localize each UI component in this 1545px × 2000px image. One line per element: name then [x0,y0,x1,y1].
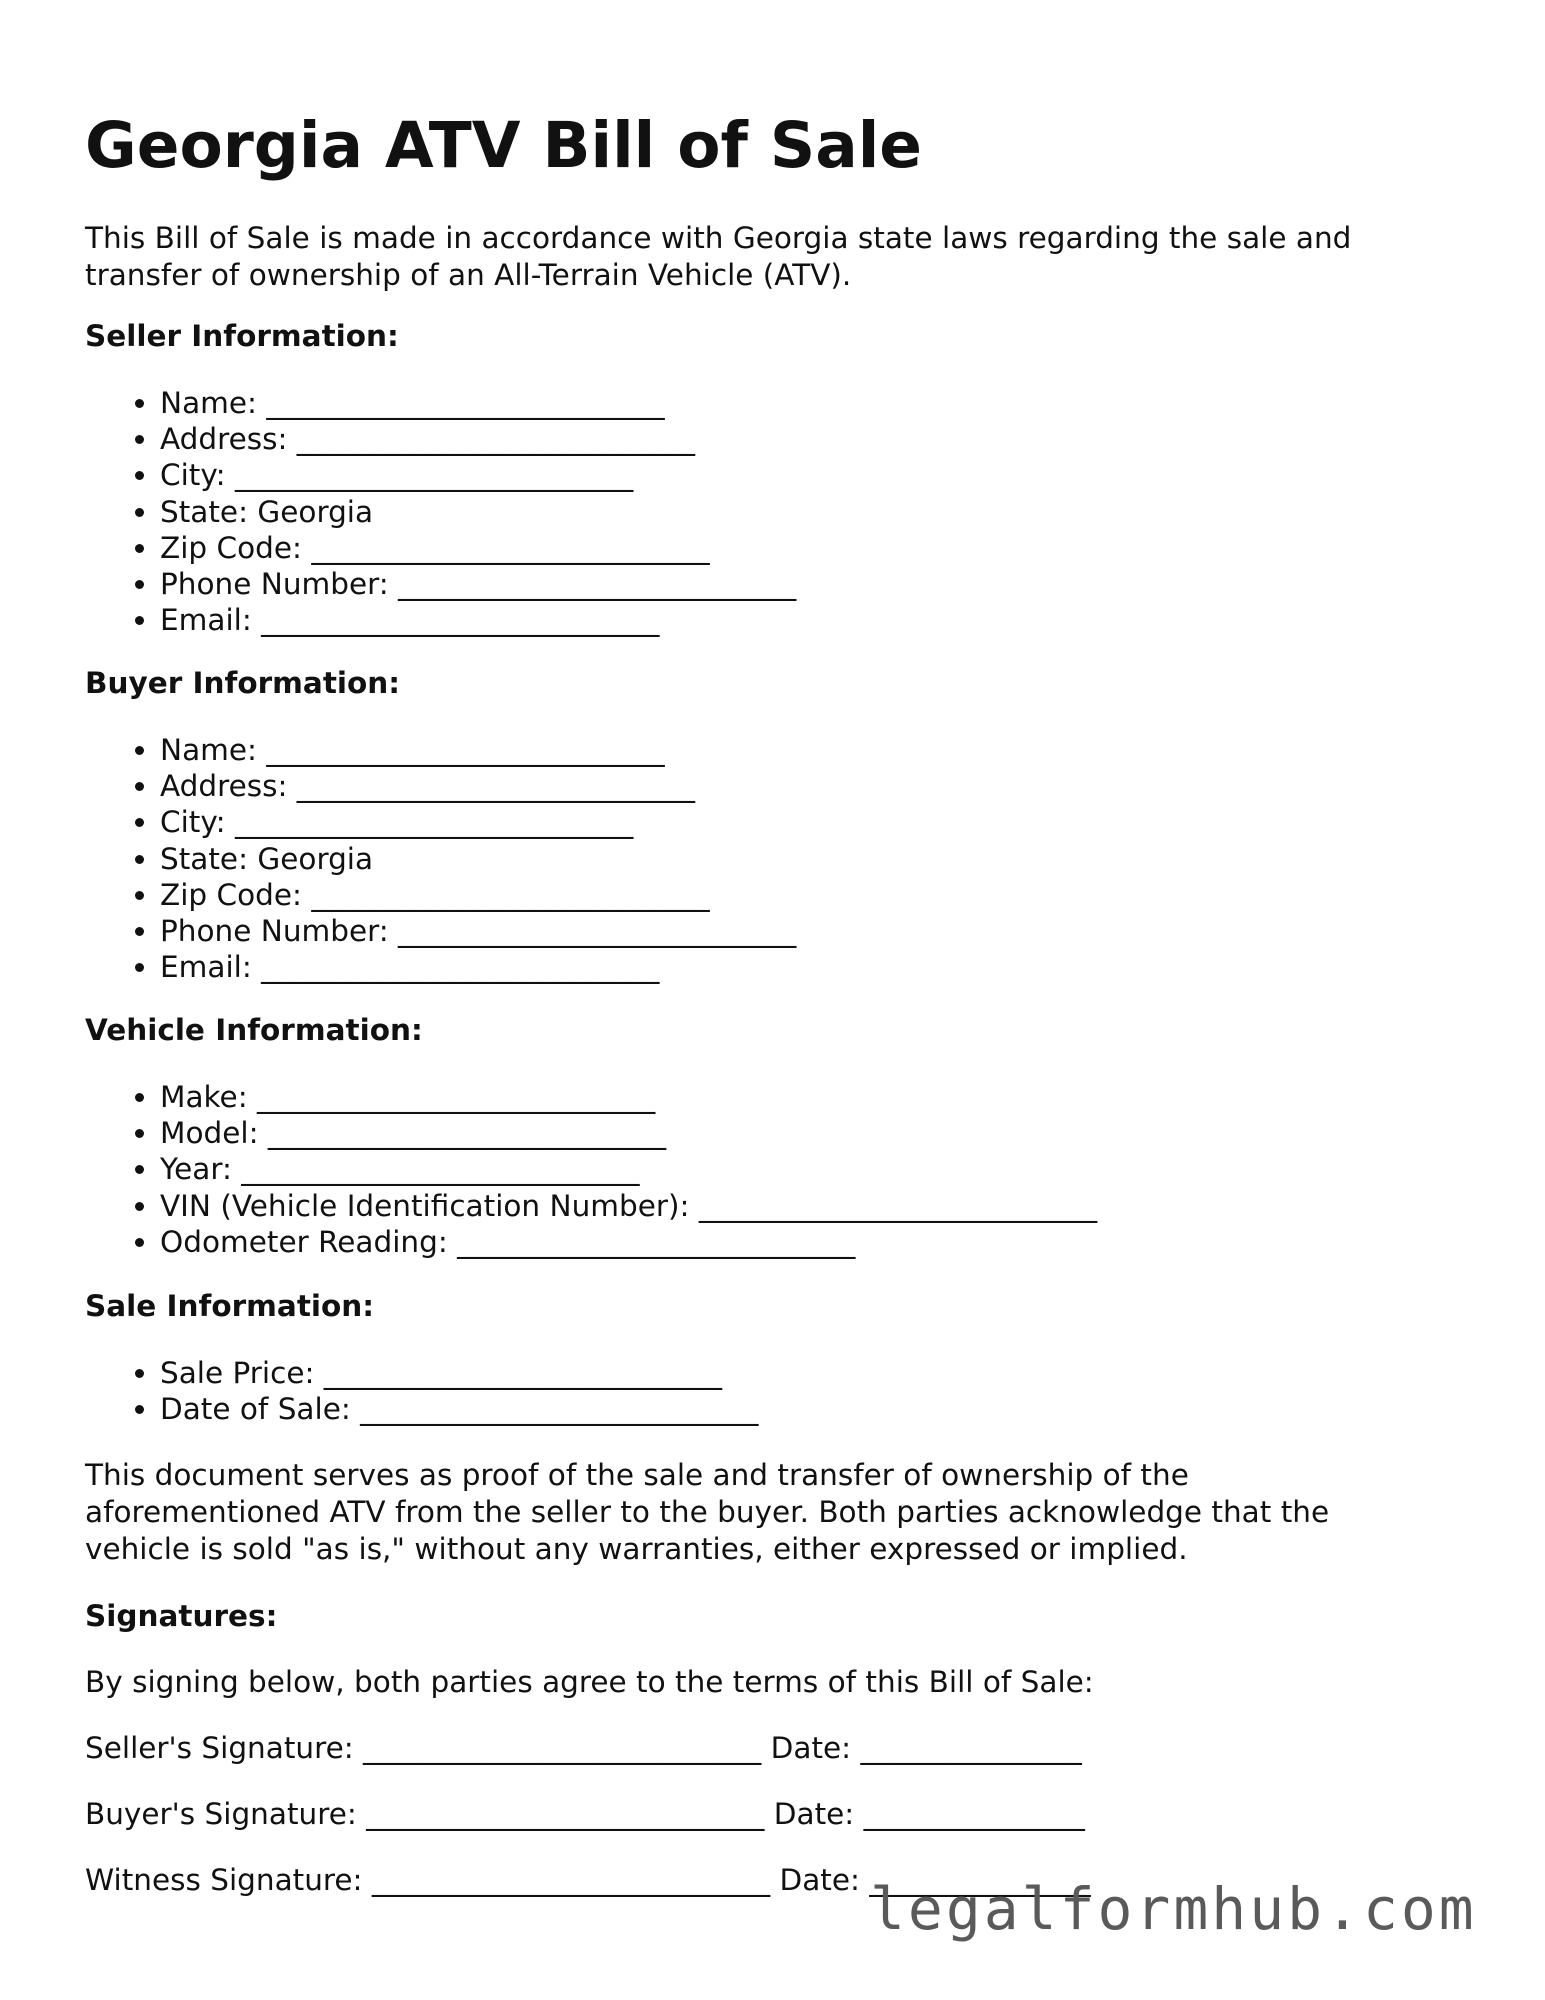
sale-date-field: • Date of Sale: ___________________________ [160,1391,758,1427]
seller-zip-field: • Zip Code: ___________________________ [160,530,796,566]
vehicle-model-field: • Model: ___________________________ [160,1115,1097,1151]
buyer-fields-list [85,732,796,985]
watermark-logo: legalformhub.com [870,1875,1477,1943]
seller-signature-line: Seller's Signature: ___________________________ Date: _______________ [85,1731,1082,1765]
witness-signature-line: Witness Signature: ___________________________ Date: _______________ [85,1863,1091,1897]
seller-name-field: • Name: ___________________________ [160,385,796,421]
vehicle-section-heading: Vehicle Information: [85,1013,423,1047]
buyer-address-field: • Address: ___________________________ [160,768,796,804]
buyer-section-heading: Buyer Information: [85,666,401,700]
buyer-email-field: • Email: ___________________________ [160,949,796,985]
vehicle-odometer-field: • Odometer Reading: ___________________________ [160,1224,1097,1260]
buyer-city-field: • City: ___________________________ [160,804,796,840]
vehicle-make-field: • Make: ___________________________ [160,1079,1097,1115]
seller-state-field: • State: Georgia [160,494,796,530]
document-title: Georgia ATV Bill of Sale [85,109,923,182]
signatures-section-heading: Signatures: [85,1599,278,1633]
vehicle-fields-list [85,1079,1097,1260]
signatures-statement: By signing below, both parties agree to the terms of this Bill of Sale: [85,1665,1094,1699]
seller-section-heading: Seller Information: [85,319,399,353]
proof-paragraph: This document serves as proof of the sale and transfer of ownership of the aforementioned ATV from the seller to the buyer. Both parties acknowledge that the vehicle is sold "as is," without any warranties, either expressed or implied. [85,1458,1330,1566]
buyer-state-field: • State: Georgia [160,841,796,877]
seller-email-field: • Email: ___________________________ [160,602,796,638]
buyer-signature-line: Buyer's Signature: ___________________________ Date: _______________ [85,1797,1085,1831]
vehicle-year-field: • Year: ___________________________ [160,1151,1097,1187]
vehicle-vin-field: • VIN (Vehicle Identification Number): ___________________________ [160,1188,1097,1224]
sale-fields-list [85,1355,758,1427]
seller-fields-list [85,385,796,638]
buyer-name-field: • Name: ___________________________ [160,732,796,768]
sale-section-heading: Sale Information: [85,1289,375,1323]
intro-paragraph: This Bill of Sale is made in accordance with Georgia state laws regarding the sale and transfer of ownership of an All-Terrain Vehicle (ATV). [85,221,1352,292]
seller-city-field: • City: ___________________________ [160,457,796,493]
sale-price-field: • Sale Price: ___________________________ [160,1355,758,1391]
buyer-phone-field: • Phone Number: ___________________________ [160,913,796,949]
seller-address-field: • Address: ___________________________ [160,421,796,457]
seller-phone-field: • Phone Number: ___________________________ [160,566,796,602]
buyer-zip-field: • Zip Code: ___________________________ [160,877,796,913]
